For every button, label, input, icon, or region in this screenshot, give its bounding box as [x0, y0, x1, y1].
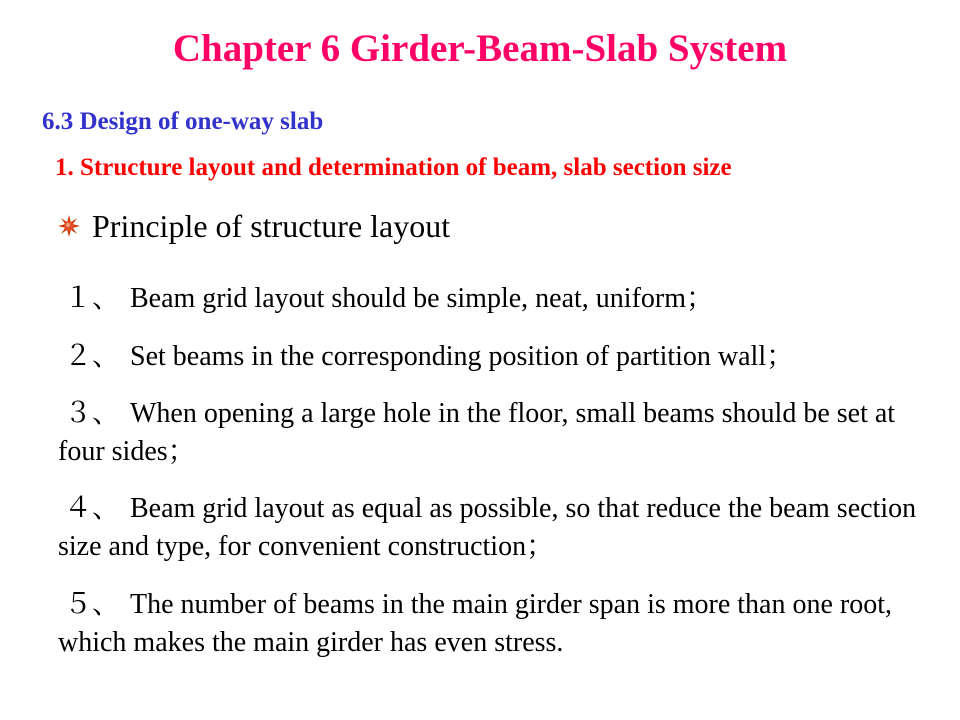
slide-title: Chapter 6 Girder-Beam-Slab System	[172, 27, 788, 70]
starburst-bullet-icon	[58, 215, 80, 237]
principle-heading: Principle of structure layout	[92, 208, 451, 244]
item-number: ３、	[64, 398, 121, 429]
item-number: ４、	[64, 493, 121, 524]
item-text: When opening a large hole in the floor, small beams should be set at four sides；	[58, 398, 896, 467]
list-item-5	[58, 586, 938, 662]
item-text: Set beams in the corresponding position of partition wall；	[130, 341, 795, 372]
list-item-4	[58, 490, 938, 566]
list-item-3	[58, 395, 938, 471]
item-number: ２、	[64, 341, 121, 372]
item-text: Beam grid layout as equal as possible, so that reduce the beam section size and type, for convenient construction；	[58, 493, 917, 562]
list-item-2	[58, 338, 938, 376]
item-text: Beam grid layout should be simple, neat, uniform；	[130, 283, 715, 314]
principle-bullet	[58, 206, 450, 246]
section-heading: 6.3 Design of one-way slab	[42, 108, 324, 135]
item-number: ５、	[64, 589, 121, 620]
subsection-heading: 1. Structure layout and determination of beam, slab section size	[55, 154, 732, 181]
item-number: １、	[64, 283, 121, 314]
item-text: The number of beams in the main girder span is more than one root, which makes the main girder has even stress.	[58, 589, 893, 658]
list-item-1	[58, 280, 938, 318]
